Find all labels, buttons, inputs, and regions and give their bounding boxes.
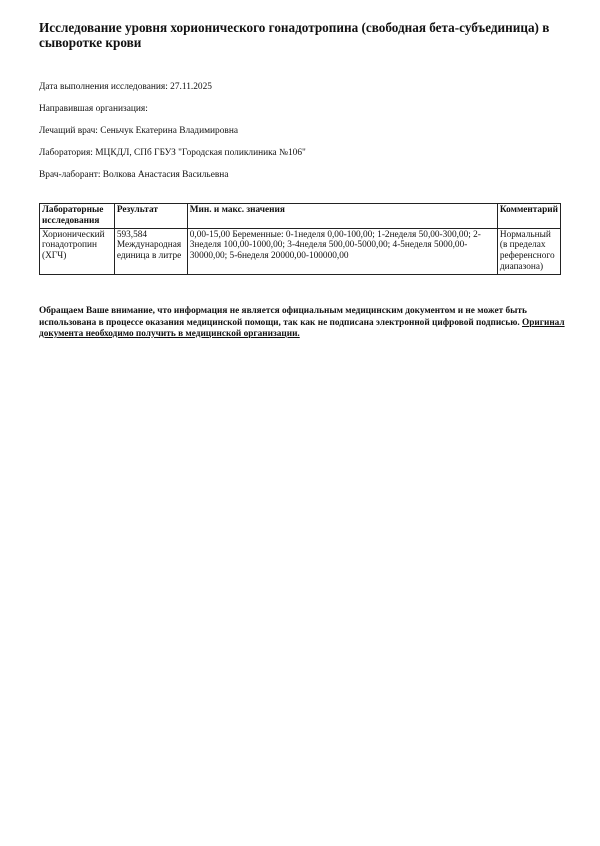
lab-doctor-value: Волкова Анастасия Васильевна [102,170,229,180]
disclaimer-text: Обращаем Ваше внимание, что информация не является официальным медицинским документом и не может быть использована в процессе оказания медицинской помощи, так как не подписана электронной цифровой подписью. [39,306,527,328]
doctor-value: Сеньчук Екатерина Владимировна [100,126,239,136]
doctor-label: Лечащий врач: [39,126,98,136]
header-result: Результат [114,204,187,229]
cell-result [114,228,187,274]
header-range: Мин. и макс. значения [187,204,497,229]
table-row [40,228,561,274]
result-value: 593,584 [116,229,148,240]
lab-value: МЦКДЛ, СПб ГБУЗ "Городская поликлиника №106" [95,148,306,158]
header-comment: Комментарий [497,204,560,229]
lab-doctor-label: Врач-лаборант: [39,170,101,180]
lab-label: Лаборатория: [39,148,93,158]
cell-name: Хорионический гонадотропин (ХГЧ) [40,228,115,274]
results-table [39,203,561,275]
document-page [39,20,565,339]
disclaimer-underlined: Оригинал документа необходимо получить в медицинской организации. [39,317,565,339]
meta-doctor [39,126,238,137]
table-header-row [40,204,561,229]
meta-laboratory [39,148,306,159]
meta-lab-doctor [39,170,228,181]
disclaimer-notice [39,306,569,341]
meta-date [39,82,212,93]
cell-comment: Нормальный (в пределах референсного диапазона) [497,228,560,274]
document-title: Исследование уровня хорионического гонадотропина (свободная бета-субъединица) в сыворотке крови [39,20,550,50]
header-name: Лабораторные исследования [40,204,115,229]
date-label: Дата выполнения исследования: [39,82,168,92]
organization-label: Направившая организация: [39,104,148,114]
result-unit: Международная единица в литре [116,240,182,262]
date-value: 27.11.2025 [170,82,212,92]
cell-range: 0,00-15,00 Беременные: 0-1неделя 0,00-100,00; 1-2неделя 50,00-300,00; 2-3неделя 100,00-1000,00; 3-4неделя 500,00-5000,00; 4-5неделя 5000,00-30000,00; 5-6неделя 20000,00-100000,00 [187,228,497,274]
meta-organization [39,104,148,115]
